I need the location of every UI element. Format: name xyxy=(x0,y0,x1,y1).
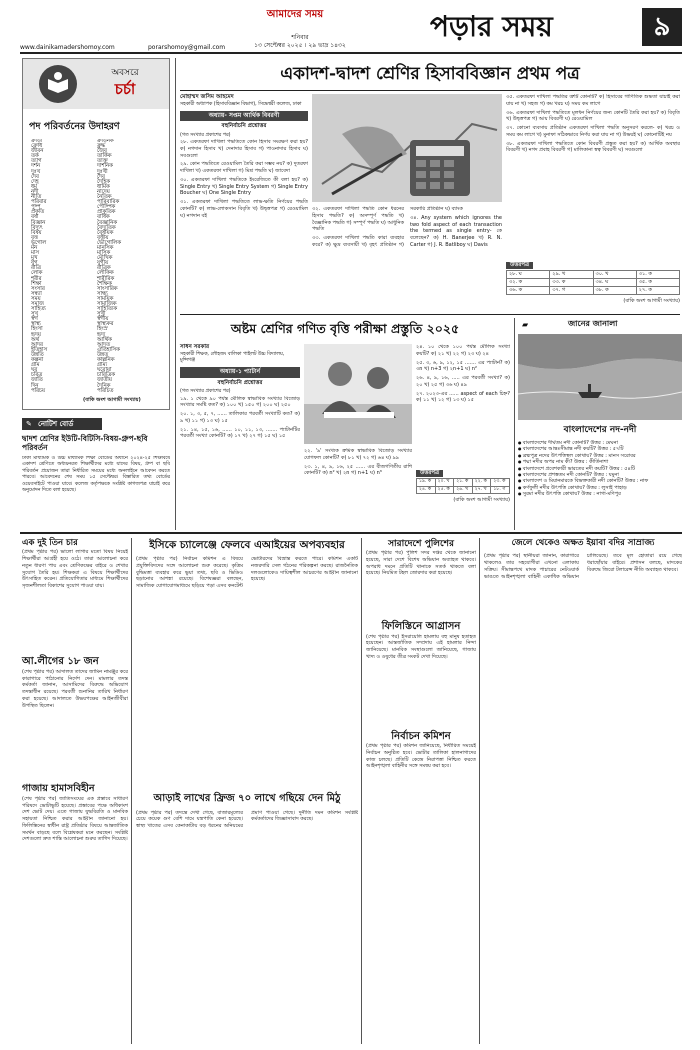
word-derived: ঐতিহাসিক xyxy=(97,346,120,353)
rivers-box xyxy=(518,318,682,528)
math-author-role: সহকারী শিক্ষক, লৌহজং বালিকা পাইলট উচ্চ বিদ্যালয়, মুন্সিগঞ্জ xyxy=(180,351,285,364)
bullet-icon: ● xyxy=(518,478,523,484)
word-derived: বৃত্তীয় xyxy=(97,234,109,241)
word-derived: দৈনিক xyxy=(97,382,111,389)
math-answers-heading: উত্তরপত্র xyxy=(416,470,443,477)
word-base: চরিত্র xyxy=(31,372,43,379)
accounting-bottom-rule xyxy=(180,314,680,315)
bullet-icon: ● xyxy=(518,472,523,478)
word-base: ভূগোল xyxy=(31,239,47,246)
news-headline-3: গাজায় হামাসবিহীন xyxy=(22,782,95,794)
answer-row xyxy=(417,486,510,493)
answer-cell: ৩৮. ক xyxy=(593,286,636,294)
website-link[interactable]: www.dainikamadershomoy.com xyxy=(20,44,115,51)
word-base: দুঃখ xyxy=(31,168,41,175)
rivers-band-label: জানের জানালা xyxy=(568,319,618,328)
news-divider-1 xyxy=(131,538,132,1044)
word-derived: ক্রীড়নক xyxy=(97,139,114,144)
bullet-icon: ● xyxy=(518,491,523,497)
answer-cell: ২৩. ক xyxy=(491,479,510,486)
accounting-questions-a xyxy=(180,139,308,289)
answer-row xyxy=(417,479,510,486)
answer-cell: ১৮. গ xyxy=(491,486,510,493)
word-derived: বৈদ্যুতিক xyxy=(97,224,116,231)
math-footer: (বাকি অংশ আগামী সংখ্যায়) xyxy=(453,496,510,503)
bullet-icon: ● xyxy=(518,459,523,465)
answer-cell: ৩৪. ঘ xyxy=(593,279,636,287)
answer-cell: ৩৫. ক xyxy=(636,279,679,287)
word-derived: ভৌগোলিক xyxy=(97,239,121,246)
mcq-question: ২৯. কোন পদ্ধতিতে রেওয়ামিল তৈরি করা সম্ভব নয়? ক) দুতরফা দাখিলা খ) একতরফা দাখিলা গ) মিশ্র পদ্ধতি ঘ) জাবেদা xyxy=(180,161,308,175)
word-derived: দুঃখী xyxy=(97,168,108,175)
accounting-title-rule xyxy=(180,90,680,91)
word-derived: সাময়িক xyxy=(97,295,114,302)
river-qa-item xyxy=(518,491,682,497)
sidebar-heading: পদ পরিবর্তনের উদাহরণ xyxy=(29,121,120,132)
section-title: পড়ার সময় xyxy=(430,10,553,43)
accounting-col1 xyxy=(180,94,308,310)
math-author: সাধন সরকার xyxy=(180,344,210,350)
word-base: সন্ধ্যা xyxy=(31,290,42,297)
masthead-rule xyxy=(20,52,682,54)
news-col-1 xyxy=(22,538,128,1044)
word-derived: ধার্মিক xyxy=(97,183,110,190)
word-derived: উন্নত xyxy=(97,351,109,358)
news-headline-7: নির্বাচন কমিশন xyxy=(391,730,451,742)
tools-icon: ✎ xyxy=(26,420,32,428)
math-chapter: অধ্যায়-১ প্যাটার্ন xyxy=(180,367,300,377)
word-derived: রাত্রিক xyxy=(97,265,111,272)
word-derived: হিংস্র xyxy=(97,326,108,333)
word-base: আদর xyxy=(31,341,43,348)
mcq-question: ৩৭. কোনো ব্যবসায় প্রতিষ্ঠান একতরফা দাখিলা পদ্ধতি অনুসরণ করলে- ক) খরচ ও সময় কম লাগে খ) মুনাফা সঠিকভাবে নির্ণয় করা যায় না গ) উভয়ই ঘ) কোনোটিই নয় xyxy=(506,125,680,138)
word-base: জাতি xyxy=(31,377,43,384)
math-col1 xyxy=(180,344,300,528)
word-base: হৃদয় xyxy=(31,331,41,338)
word-derived: স্বাস্থ্যকর xyxy=(97,321,114,328)
word-base: ঘর xyxy=(31,367,38,374)
answer-cell: ৩৭. গ xyxy=(550,286,593,294)
mcq-question: ২৮. একতরফা দাখিলা পদ্ধতিতে কোন হিসাব সংরক্ষণ করা হয়? ক) নগদান হিসাব খ) দেনাদার হিসাব গ) পাওনাদার হিসাব ঘ) সবগুলো xyxy=(180,139,308,159)
word-base: মুখ xyxy=(31,255,38,262)
mcq-question: ২৭. ২০২৩-এর ...... aspect of each চিহ্ন? ক) ১১ খ) ১২ গ) ১৩ ঘ) ১৫ xyxy=(416,390,510,404)
math-section-note: (গত সংখ্যার প্রকাশের পর) xyxy=(180,389,231,395)
word-base: ত্যাগ xyxy=(31,158,42,165)
page-number: ৯ xyxy=(642,8,682,46)
word-derived: সাংসারিক xyxy=(97,285,118,292)
answer-cell: ২৬. খ xyxy=(454,486,473,493)
word-derived: আদৃত xyxy=(97,341,110,348)
word-derived: সাহিত্যিক xyxy=(97,306,118,313)
math-answers xyxy=(416,470,510,504)
news-body-3: (শেষ পৃষ্ঠার পর) জাতিসংঘের এক প্রস্তাবে সাধারণ পরিষদে ভোটাভুটি হয়েছে। প্রস্তাবের পক্ষে অধিকাংশ দেশ ভোট দেয়। এতে গাজায় যুদ্ধবিরতি ও মানবিক সহায়তা নিশ্চিত করার আহ্বান জানানো হয়। ফিলিস্তিনের স্বাধীন রাষ্ট্র প্রতিষ্ঠার বিষয়ে আন্তর্জাতিক সমর্থন বাড়ছে বলে বিশ্লেষকরা মনে করছেন। সংশ্লিষ্ট দেশগুলো দ্রুত শান্তি আলোচনা শুরুর তাগিদ দিয়েছে। xyxy=(22,795,128,843)
calculator-photo xyxy=(312,94,502,202)
math-questions-c xyxy=(416,344,510,468)
logo-line1: অবসরে xyxy=(111,68,139,78)
rivers-title: বাংলাদেশের নদ-নদী xyxy=(563,425,637,435)
word-derived: নৈতিক xyxy=(97,194,112,201)
word-base: ক্রীড়া xyxy=(31,139,43,144)
word-base: হিংসা xyxy=(31,326,43,333)
date-line xyxy=(225,34,375,50)
word-derived: বৈজ্ঞানিক xyxy=(97,219,118,226)
word-derived: লৌকিক xyxy=(97,270,114,277)
word-base: দর্শন xyxy=(31,163,41,170)
mcq-question: ২৬. ৪, ৯, ১৬, ..... এর পরবর্তী সংখ্যা? ক) ২০ খ) ২৫ গ) ৩৬ ঘ) ৪৯ xyxy=(416,375,510,388)
word-derived: দৈহিক xyxy=(97,178,110,185)
word-derived: প্রাকৃতিক xyxy=(97,209,116,216)
word-derived: হৃদ্য xyxy=(97,331,106,338)
news-body-2: (শেষ পৃষ্ঠার পর) আদালত তাদের জামিন নামঞ্জুর করে কারাগারে পাঠানোর নির্দেশ দেন। মামলার তদন্ত কর্মকর্তা জানান, আসামিদের বিরুদ্ধে অভিযোগ তদন্তাধীন রয়েছে। পরবর্তী শুনানির তারিখ নির্ধারণ করা হয়েছে। আদালতে উভয়পক্ষের আইনজীবীরা উপস্থিত ছিলেন। xyxy=(22,668,128,709)
math-questions-a xyxy=(180,396,300,508)
accounting-author-role: সহকারী অধ্যাপক (হিসাববিজ্ঞান বিভাগ), সিদ্ধেশ্বরী কলেজ, ঢাকা xyxy=(180,101,302,107)
mcq-question: ৩২. একতরফা দাখিলা পদ্ধতি কোন ধরনের হিসাব পদ্ধতি? ক) অসম্পূর্ণ পদ্ধতি খ) বৈজ্ঞানিক পদ্ধতি গ) সম্পূর্ণ পদ্ধতি ঘ) আধুনিক পদ্ধতি xyxy=(312,206,404,233)
word-derived: মৌখিক xyxy=(97,255,113,262)
word-base: অর্থ xyxy=(31,336,40,343)
word-base: দেব xyxy=(31,173,39,180)
accounting-answer-table xyxy=(506,270,680,294)
book-icon xyxy=(39,65,77,103)
word-base: বিজ্ঞান xyxy=(31,219,46,226)
news-block-fridge xyxy=(136,792,358,1044)
word-base: সমাজ xyxy=(31,301,44,307)
word-base: মন xyxy=(31,244,38,251)
mcq-question: ২২. '৯' সংখ্যক ক্রমিক স্বাভাবিক বিজোড় সংখ্যার যোগফল কোনটি? ক) ৮১ খ) ৭২ গ) ৬৪ ঘ) ৯৯ xyxy=(304,448,412,461)
news-headline-5: সারাদেশে পুলিশের xyxy=(388,539,454,549)
email-link[interactable]: porarshomoy@gmail.com xyxy=(148,44,226,51)
word-derived: আর্থিক xyxy=(97,336,112,343)
news-headline-6: ফিলিস্তিনে আগ্রাসন xyxy=(381,621,461,633)
accounting-author: মোহাম্মদ জসিম আহমেদ xyxy=(180,94,234,100)
answer-cell: ২৮. ঘ xyxy=(507,271,550,279)
word-base: সাহিত্য xyxy=(31,306,46,313)
bullet-icon: ● xyxy=(518,452,523,458)
window-icon: ▰ xyxy=(522,320,529,329)
mcq-question: ৩৫. একতরফা দাখিলা পদ্ধতির ত্রুটি কোনটি? ক) হিসাবের গাণিতিক শুদ্ধতা যাচাই করা যায় না খ) সহজ গ) কম খরচ ঘ) সময় কম লাগে xyxy=(506,94,680,107)
word-derived: পৌষ্পিক xyxy=(97,204,116,211)
answer-row xyxy=(507,286,680,294)
logo-caption xyxy=(85,67,165,99)
logo-band xyxy=(23,59,169,109)
word-derived: স্বর্গীয় xyxy=(97,316,109,323)
news-body-8: (প্রথম পৃষ্ঠার পর) স্থানীয়রা জানান, কারাগারে থাকলেও তার সহযোগীরা এখনো এলাকায় সক্রিয়। সীমান্তপথে মাদক পাচারের নেটওয়ার্ক ভাঙতে আইনশৃঙ্খলা বাহিনী একাধিক অভিযান চালিয়েছে। তবে মূল হোতারা রয়ে গেছে ধরাছোঁয়ার বাইরে। প্রশাসন বলছে, মাদকের বিরুদ্ধে জিরো টলারেন্স নীতি অব্যাহত থাকবে। xyxy=(484,553,682,580)
word-base: সংসার xyxy=(31,285,45,292)
word-base: ধর্ম xyxy=(31,183,37,190)
notice-band-label: নোটিশ বোর্ড xyxy=(38,420,74,428)
word-base: প্রকৃতি xyxy=(31,209,45,216)
logo-line2: চর্চা xyxy=(114,80,136,99)
word-base: নীতি xyxy=(31,194,42,201)
mcq-question: ২৫. ৩, ৬, ৯, ১২, ১৫ ....... এর প্যাটার্ন? ক) ৩n খ) n+3 গ) ২n+1 ঘ) n² xyxy=(416,359,510,373)
mcq-question: ৩৪. Any system which ignores the two fold aspect of each transaction the termed as single entry- কে বলেছেন? ক) H. Banerjee খ) R. N. Carter গ) J. R. Batliboy ঘ) Davis xyxy=(410,214,502,248)
news-headline-8: জেলে থেকেও অক্ষত ইয়াবা বদির সাম্রাজ্য xyxy=(511,538,655,548)
river-photo xyxy=(518,334,682,420)
mcq-question: ৩১. একতরফা দাখিলা পদ্ধতিতে লাভ-ক্ষতি নির্ণয়ের পদ্ধতি কোনটি? ক) লাভ-লোকসান বিবৃতি খ) উদ্বৃত্তপত্র গ) রেওয়ামিল ঘ) নগদান বই xyxy=(180,199,308,219)
news-headline-4: ইসিকে চ্যালেঞ্জে ফেলবে এআইয়ের অপব্যবহার xyxy=(149,539,345,551)
answer-cell: ২২. ক xyxy=(472,479,491,486)
river-qa-text: বাংলাদেশের প্রশস্ততম নদী কোনটি? উত্তর : যমুনা xyxy=(522,472,619,479)
river-qa-text: বাংলাদেশে প্রবেশকারী ভারতের নদী কয়টি? উত্তর : ৫৪টি xyxy=(522,465,635,472)
word-base: শরীর xyxy=(31,275,42,282)
paper-logo: আমাদের সময় xyxy=(266,9,324,20)
word-base: শিক্ষা xyxy=(31,280,42,287)
mcq-question: ২০. ১, ৩, ৫, ৭, ...... তালিকার পরবর্তী সংখ্যাটি কত? ক) ৯ খ) ১১ গ) ১৩ ঘ) ১৫ xyxy=(180,411,300,424)
accounting-mcq-heading: বহুনির্বাচনি প্রশ্নোত্তর xyxy=(221,123,267,130)
accounting-chapter: অধ্যায়- সপ্তম আর্থিক বিবরণী xyxy=(180,111,308,121)
news-col-4 xyxy=(366,538,476,1044)
upper-lower-rule xyxy=(20,532,682,534)
word-derived: মাসিক xyxy=(97,250,111,257)
word-derived: পারিবারিক xyxy=(97,199,120,206)
word-derived: সুখী xyxy=(97,311,106,318)
bullet-icon: ● xyxy=(518,465,523,471)
accounting-questions-b xyxy=(312,206,502,310)
word-derived: নাদেয় xyxy=(97,188,110,195)
word-base: তর্ক xyxy=(31,153,39,160)
word-pair-row xyxy=(31,389,163,393)
accounting-section-note: (গত সংখ্যার প্রকাশের পর) xyxy=(180,132,231,138)
bullet-icon: ● xyxy=(518,440,523,445)
mcq-question: ১৯. ১ থেকে ৯০ পর্যন্ত মৌলিক স্বাভাবিক সংখ্যার বিজোড় সংখ্যার সমষ্টি কত? ক) ১০০ খ) ১৫০ গ) ২০০ ঘ) ২৫০ xyxy=(180,395,300,409)
word-base: ইতিহাস xyxy=(31,346,48,353)
word-derived: জাতীয় xyxy=(97,377,112,384)
news-divider-3 xyxy=(479,538,480,1044)
word-derived: কাল্পনিক xyxy=(97,357,115,364)
math-questions-b xyxy=(304,448,412,528)
mcq-question: ৩৬. একতরফা দাখিলা পদ্ধতিতে মূলধন নির্ণয়ের জন্য কোনটি তৈরি করা হয়? ক) বিবৃতি খ) উদ্বৃত্তপত্র গ) আয় বিবরণী ঘ) রেওয়ামিল xyxy=(506,109,680,123)
student-photo xyxy=(304,344,412,444)
word-base: কল্পনা xyxy=(31,357,44,364)
word-base: বিষয় xyxy=(31,229,42,236)
river-qa-text: কর্ণফুলী নদীর উৎপত্তি কোথায়? উত্তর : লুসাই পাহাড় xyxy=(522,484,627,491)
word-derived: গ্রাম্য xyxy=(97,362,107,369)
answer-cell: ২৯. খ xyxy=(550,271,593,279)
news-body-9: (প্রথম পৃষ্ঠার পর) তদন্তে দেখা গেছে, বাজারমূল্যের চেয়ে কয়েক গুণ বেশি দামে যন্ত্রপাতি কেনা হয়েছে। স্বাস্থ্য খাতের এসব কেনাকাটায় বড় ধরনের অনিয়মের প্রমাণ পাওয়া গেছে। দুর্নীতি দমন কমিশন সংশ্লিষ্ট কর্মকর্তাদের জিজ্ঞাসাবাদ করছে। xyxy=(136,809,358,829)
word-derived: জৈব xyxy=(97,148,107,155)
notice-board xyxy=(22,418,170,530)
word-derived: শারীরিক xyxy=(97,275,115,282)
word-base: স্বর্গ xyxy=(31,316,38,323)
word-base: দিন xyxy=(31,382,39,389)
word-base: যুগ xyxy=(31,260,38,267)
accounting-answers xyxy=(506,262,680,304)
word-derived: বৈষয়িক xyxy=(97,229,114,236)
answer-cell: ৩৬. ক xyxy=(507,286,550,294)
word-base: দেহ xyxy=(31,178,39,185)
math-rivers-divider xyxy=(514,318,515,530)
answer-cell: ১৯. ক xyxy=(417,479,436,486)
word-base: ক্রোধ xyxy=(31,143,43,150)
notice-body: ঢাকা মাধ্যমিক ও উচ্চ মাধ্যমিক শিক্ষা বোর্ডের অধীনে ২০২৪-২৫ শিক্ষাবর্ষে একাদশ শ্রেণিতে অধ্যয়নরত শিক্ষার্থীদের মধ্যে যাদের বিষয়, গ্রুপ বা ছবি পরিবর্তন প্রয়োজন তারা নির্ধারিত সময়ের মধ্যে অনলাইনে আবেদন করতে পারবে। আবেদনের শেষ সময় ১৫ সেপ্টেম্বর। বিস্তারিত তথ্য বোর্ডের ওয়েবসাইটে পাওয়া যাবে। কলেজ কর্তৃপক্ষকে সংশ্লিষ্ট কাগজপত্র যাচাই করে অনুমোদন দিতে বলা হয়েছে। xyxy=(22,456,170,494)
river-qa-text: ব্রহ্মপুত্র নদের উৎপত্তিস্থল কোথায়? উত্তর : মানস সরোবর xyxy=(522,452,636,459)
mcq-question: ২১. ১৪, ১৫, ১৬, ...... ১০, ১১, ১৩, ....... প্যাটার্নটির পরবর্তী সংখ্যা কোনটি? ক) ১৭ খ) ২৭ গ) ১৫ ঘ) ১৫ xyxy=(180,426,300,440)
answer-cell: ৩০. খ xyxy=(593,271,636,279)
word-base: লোক xyxy=(31,270,43,277)
notice-band xyxy=(22,418,102,430)
river-qa-text: সুরমা নদীর উৎপত্তি কোথায়? উত্তর : নাগা-মণিপুর xyxy=(522,491,621,498)
news-headline-1: এক দুই তিন চার xyxy=(22,538,78,548)
word-base: স্বাস্থ্য xyxy=(31,321,41,328)
notice-heading: দ্বাদশ শ্রেণির ইউটি-বিটিসি-বিষয়-গ্রুপ-ছবি পরিবর্তন xyxy=(22,434,148,452)
word-base: পরিচয় xyxy=(31,387,46,393)
news-divider-2 xyxy=(361,538,362,1044)
rivers-qa-list xyxy=(518,440,682,528)
river-qa-text: বাংলাদেশ ও মিয়ানমারকে বিভক্তকারী নদী কোনটি? উত্তর : নাফ xyxy=(522,478,649,485)
word-derived: তার্কিক xyxy=(97,153,112,160)
accounting-answers-heading: উত্তরপত্র xyxy=(506,262,533,269)
word-derived: বার্ষিক xyxy=(97,214,110,221)
accounting-footer: (বাকি অংশ আগামী সংখ্যায়) xyxy=(623,297,680,304)
weekday: শনিবার xyxy=(291,34,309,41)
mcq-question: ৩৮. একতরফা দাখিলা পদ্ধতিতে কোন বিবরণী প্রস্তুত করা হয়? ক) আর্থিক অবস্থার বিবরণী খ) নগদ প্রবাহ বিবরণী গ) মালিকানা স্বত্ব বিবরণী ঘ) সবগুলো xyxy=(506,140,680,154)
issue-date: ১৩ সেপ্টেম্বর ২০২৫ । ২৯ ভাদ্র ১৪৩২ xyxy=(254,42,346,50)
sidebar-box xyxy=(22,58,170,410)
mcq-question: ২৩. ১, ৪, ৯, ১৬, ২৫ ...... এর বীজগণিতীয় রাশি কোনটি? ক) n² খ) ২n গ) n+1 ঘ) n³ xyxy=(304,463,412,477)
word-derived: শৈক্ষিক xyxy=(97,280,112,287)
news-body-4: (প্রথম পৃষ্ঠার পর) নির্বাচন কমিশন এ বিষয়ে প্রযুক্তিবিদদের সঙ্গে আলোচনা শুরু করেছে। কৃত্রিম বুদ্ধিমত্তা ব্যবহার করে ভুয়া তথ্য, ছবি ও ভিডিও ছড়ানোর আশঙ্কা রয়েছে। বিশেষজ্ঞরা বলছেন, সামাজিক যোগাযোগমাধ্যমে ছড়িয়ে পড়া এসব কনটেন্ট ভোটারদের বিভ্রান্ত করতে পারে। কমিশন একটি নজরদারি সেল গঠনের পরিকল্পনা করছে। রাজনৈতিক দলগুলোকেও দায়িত্বশীল আচরণের আহ্বান জানানো হয়েছে। xyxy=(136,556,358,590)
bullet-icon: ● xyxy=(518,446,523,452)
word-base: উন্নতি xyxy=(31,351,44,358)
river-qa-text: বাংলাদেশের আন্তঃসীমান্ত নদী কয়টি? উত্তর : ৫৭টি xyxy=(522,446,624,453)
word-base: বিদ্যুৎ xyxy=(31,224,43,231)
word-base: পরিবার xyxy=(31,199,47,206)
rivers-band xyxy=(518,318,682,332)
news-body-7: (প্রথম পৃষ্ঠার পর) কমিশন জানিয়েছে, নির্ধারিত সময়েই নির্বাচন অনুষ্ঠিত হবে। ভোটার তালিকা হালনাগাদের কাজ চলছে। প্রতিটি কেন্দ্রে নিরাপত্তা নিশ্চিত করতে আইনশৃঙ্খলা বাহিনীর সঙ্গে সমন্বয় করা হবে। xyxy=(366,743,476,770)
accounting-questions-c xyxy=(506,94,680,256)
sidebar-footer: (বাকি অংশ আগামী সংখ্যায়) xyxy=(83,397,141,403)
word-base: জীবন xyxy=(31,148,44,155)
word-base: বৃত্ত xyxy=(31,234,38,241)
news-body-5: (প্রথম পৃষ্ঠার পর) পুলিশ সদর দপ্তর থেকে জানানো হয়েছে, সারা দেশে বিশেষ অভিযান অব্যাহত থাকবে। অপরাধ দমনে প্রতিটি থানাকে সতর্ক থাকতে বলা হয়েছে। নিয়মিত টহল জোরদার করা হয়েছে। xyxy=(366,550,476,577)
answer-row xyxy=(507,271,680,279)
river-qa-text: পদ্মা নদীর অপর নাম কী? উত্তর : কীর্তিনাশা xyxy=(522,459,609,466)
word-pair-list xyxy=(31,139,163,393)
answer-cell: ৩৩. ক xyxy=(550,279,593,287)
news-block-ai xyxy=(136,538,358,788)
math-answer-table xyxy=(416,478,510,493)
word-base: রাত্রি xyxy=(31,265,41,272)
answer-cell: ৩২. ক xyxy=(507,279,550,287)
bullet-icon: ● xyxy=(518,484,523,490)
mcq-question: ৩০. একতরফা দাখিলা পদ্ধতিকে ইংরেজিতে কী বলা হয়? ক) Single Entry খ) Single Entry System গ) Single Entry Boucher ঘ) One Single Entry xyxy=(180,176,308,197)
sidebar-divider xyxy=(175,58,176,530)
word-derived: মানসিক xyxy=(97,244,114,251)
math-mcq-heading: বহুনির্বাচনি প্রশ্নোত্তর xyxy=(217,379,263,386)
word-derived: সান্ধ্য xyxy=(97,290,108,297)
word-base: মাস xyxy=(31,250,39,257)
answer-cell: ৩১. ক xyxy=(636,271,679,279)
word-derived: ক্রুদ্ধ xyxy=(97,143,106,150)
answer-cell: ২৭. ক xyxy=(636,286,679,294)
answer-cell: ২৫. ক xyxy=(435,486,454,493)
word-derived: চারিত্রিক xyxy=(97,372,115,379)
masthead xyxy=(20,6,682,52)
word-derived: ঘরোয়া xyxy=(97,367,112,374)
word-base: সময় xyxy=(31,295,41,302)
word-derived: দৈব xyxy=(97,173,105,180)
math-title: অষ্টম শ্রেণির গণিত বৃত্তি পরীক্ষা প্রস্তুতি ২০২৫ xyxy=(230,321,460,336)
news-body-6: (শেষ পৃষ্ঠার পর) ইসরায়েলি হামলায় বহু মানুষ হতাহত হয়েছেন। আন্তর্জাতিক সম্প্রদায় এই হামলার নিন্দা জানিয়েছে। মানবিক সংস্থাগুলো জানিয়েছে, গাজায় খাদ্য ও ওষুধের তীব্র সংকট দেখা দিয়েছে। xyxy=(366,633,476,660)
answer-cell: ২০. খ xyxy=(435,479,454,486)
answer-row xyxy=(507,279,680,287)
word-derived: সামাজিক xyxy=(97,301,117,307)
answer-cell: ২১. ক xyxy=(454,479,473,486)
news-block-yaba xyxy=(484,538,682,1044)
news-headline-9: আড়াই লাখের ফ্রিজ ৭০ লাখে গছিয়ে দেন মিঠু xyxy=(153,793,341,804)
word-base: গ্রাম xyxy=(31,362,40,369)
answer-cell: ২৭. খ xyxy=(472,486,491,493)
news-body-1: (প্রথম পৃষ্ঠার পর) ভালো লাগার মতো বিষয় নিয়েই শিক্ষার্থীরা আগ্রহী হয়ে ওঠে। তারা আলোচনা করে নতুন ধারণা পায় এবং শ্রেণিকক্ষের বাইরে ও শেখার সুযোগ তৈরি হয়। শিক্ষকরা এ বিষয়ে শিক্ষার্থীদের উৎসাহিত করেন। প্রতিযোগিতার মাধ্যমে শিক্ষার্থীদের সৃজনশীলতা বিকাশের সুযোগ পাওয়া যায়। xyxy=(22,549,128,590)
word-derived: যুগীয় xyxy=(97,260,109,267)
river-qa-text: বাংলাদেশের দীর্ঘতম নদী কোনটি? উত্তর : মেঘনা xyxy=(522,440,618,446)
news-headline-2: আ.লীগের ১৮ জন xyxy=(22,656,99,668)
answer-cell: ২৪. ক xyxy=(417,486,436,493)
word-derived: পরিচিত xyxy=(97,387,114,393)
mcq-question: ৩৩. একতরফা দাখিলা পদ্ধতি কারা ব্যবহার করে? ক) ক্ষুদ্র ব্যবসায়ী খ) বৃহৎ প্রতিষ্ঠান গ) সরকারি প্রতিষ্ঠান ঘ) ব্যাংক xyxy=(312,206,463,248)
word-base: সুখ xyxy=(31,311,38,318)
word-derived: ত্যক্ত xyxy=(97,158,108,165)
word-base: বর্ষা xyxy=(31,214,39,221)
accounting-title: একাদশ-দ্বাদশ শ্রেণির হিসাববিজ্ঞান প্রথম পত্র xyxy=(280,64,580,84)
word-base: নদী xyxy=(31,188,39,195)
word-base: পুষ্প xyxy=(31,204,41,211)
mcq-question: ২৪. ১০ থেকে ১০০ পর্যন্ত মৌলিক সংখ্যা কয়টি? ক) ২১ খ) ২২ গ) ২৩ ঘ) ২৪ xyxy=(416,344,510,357)
word-derived: দার্শনিক xyxy=(97,163,113,170)
